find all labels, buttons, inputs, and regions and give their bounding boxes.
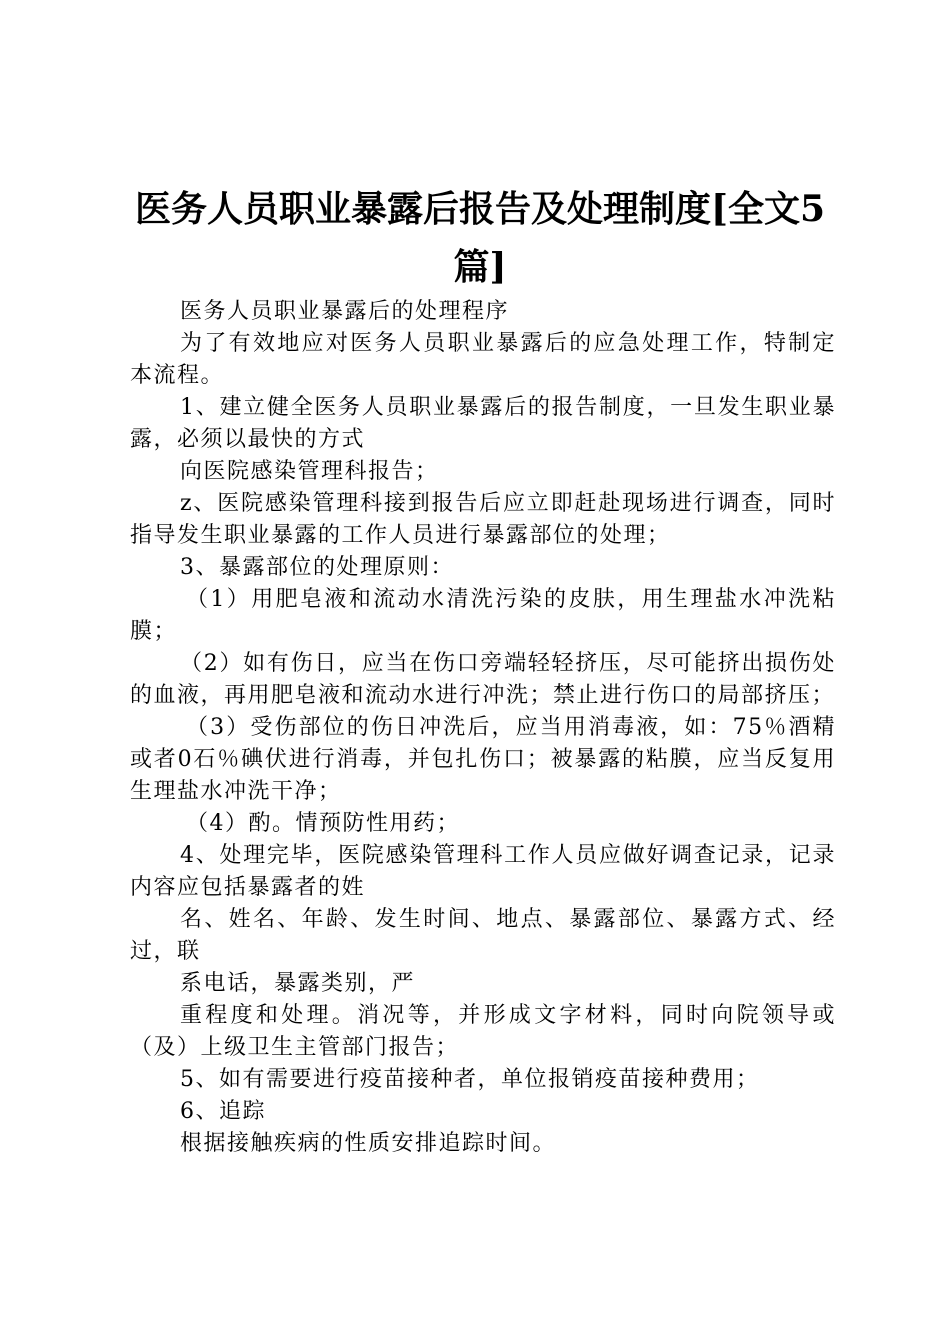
paragraph: z、医院感染管理科接到报告后应立即赶赴现场进行调查，同时指导发生职业暴露的工作人员进行暴露部位的处理； [130, 491, 836, 548]
paragraph: 重程度和处理。消况等，并形成文字材料，同时向院领导或（及）上级卫生主管部门报告； [130, 1003, 836, 1060]
paragraph: 为了有效地应对医务人员职业暴露后的应急处理工作，特制定本流程。 [130, 331, 836, 388]
paragraph: 名、姓名、年龄、发生时间、地点、暴露部位、暴露方式、经过，联 [130, 907, 836, 964]
paragraph: 3、暴露部位的处理原则： [180, 555, 454, 580]
document-title: 医务人员职业暴露后报告及处理制度[全文5篇] [134, 188, 826, 288]
paragraph: 4、处理完毕，医院感染管理科工作人员应做好调查记录，记录内容应包括暴露者的姓 [130, 843, 836, 900]
paragraph: 向医院感染管理科报告； [180, 459, 439, 484]
paragraph: 根据接触疾病的性质安排追踪时间。 [180, 1131, 557, 1156]
paragraph: 系电话，暴露类别，严 [180, 971, 416, 996]
document-body [130, 296, 836, 1160]
paragraph: （4）酌。情预防性用药； [186, 811, 460, 836]
paragraph: （2）如有伤日，应当在伤口旁端轻轻挤压，尽可能挤出损伤处的血液，再用肥皂液和流动水进行冲洗；禁止进行伤口的局部挤压； [130, 651, 836, 708]
paragraph: （3）受伤部位的伤日冲洗后，应当用消毒液，如：75％酒精或者0石％碘伏进行消毒，并包扎伤口；被暴露的粘膜，应当反复用生理盐水冲洗干净； [130, 715, 836, 804]
paragraph: 6、追踪 [180, 1099, 266, 1124]
paragraph: 医务人员职业暴露后的处理程序 [180, 299, 510, 324]
paragraph: 5、如有需要进行疫苗接种者，单位报销疫苗接种费用； [180, 1067, 760, 1092]
paragraph: （1）用肥皂液和流动水清洗污染的皮肤，用生理盐水冲洗粘膜； [130, 587, 836, 644]
paragraph: 1、建立健全医务人员职业暴露后的报告制度，一旦发生职业暴露，必须以最快的方式 [130, 395, 836, 452]
